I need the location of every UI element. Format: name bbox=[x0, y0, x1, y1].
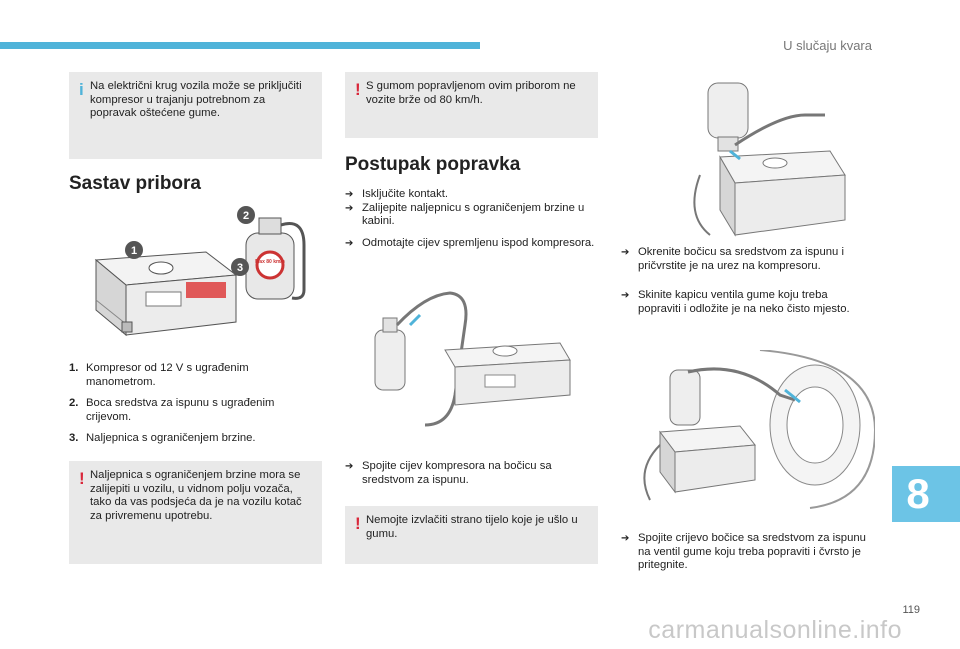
warning-icon: ! bbox=[355, 80, 361, 99]
info-note bbox=[69, 72, 322, 159]
chapter-number: 8 bbox=[906, 470, 930, 517]
info-icon: i bbox=[79, 80, 84, 99]
list-item: ➔ Odmotajte cijev spremljenu ispod kompresora. bbox=[345, 236, 595, 249]
tyre-valve-connection-illustration bbox=[630, 350, 875, 510]
bottle-mounting-illustration bbox=[680, 75, 860, 240]
list-item: ➔ Okrenite bočicu sa sredstvom za ispunu i pričvrstite je na urez na kompresoru. bbox=[621, 246, 844, 272]
warning-note-text: Naljepnica s ograničenjem brzine mora se zalijepiti u vozilu, u vidnom polju vozača, tako da vas podsjeća da je na vozilu kotač za privremenu upotrebu. bbox=[90, 469, 302, 522]
sealant-bottle-drawing bbox=[246, 218, 304, 299]
header-accent-bar bbox=[0, 42, 480, 49]
list-item: ➔ Skinite kapicu ventila gume koju treba popraviti i odložite je na neko čisto mjesto. bbox=[621, 289, 850, 315]
list-item: ➔ Spojite cijev kompresora na bočicu sa sredstvom za ispunu. bbox=[345, 460, 552, 486]
arrow-bullet-icon: ➔ bbox=[345, 461, 354, 472]
watermark: carmanualsonline.info bbox=[648, 616, 902, 644]
step-f bbox=[621, 532, 871, 581]
speed-warning bbox=[345, 72, 598, 138]
list-item: 2. Boca sredstva za ispunu s ugrađenim crijevom. bbox=[69, 397, 275, 423]
arrow-bullet-icon: ➔ bbox=[345, 189, 354, 200]
steps-a bbox=[345, 188, 595, 258]
svg-text:1: 1 bbox=[130, 245, 138, 257]
arrow-bullet-icon: ➔ bbox=[345, 237, 354, 249]
repair-procedure-heading: Postupak popravka bbox=[345, 154, 521, 175]
arrow-bullet-icon: ➔ bbox=[621, 290, 630, 302]
foreign-object-warning bbox=[345, 506, 598, 564]
compressor-drawing bbox=[96, 252, 236, 335]
foreign-object-warning-text: Nemojte izvlačiti strano tijelo koje je ušlo u gumu. bbox=[366, 514, 578, 540]
list-item: ➔ Isključite kontakt. bbox=[345, 188, 449, 200]
section-title: U slučaju kvara bbox=[783, 38, 872, 53]
arrow-bullet-icon: ➔ bbox=[621, 247, 630, 258]
arrow-bullet-icon: ➔ bbox=[621, 533, 630, 544]
arrow-bullet-icon: ➔ bbox=[345, 202, 354, 214]
list-item: 3. Naljepnica s ograničenjem brzine. bbox=[69, 432, 256, 445]
step-c bbox=[345, 460, 595, 495]
svg-text:3: 3 bbox=[236, 262, 244, 274]
speed-label-text: Max 80 km/h bbox=[255, 259, 285, 265]
hose-connection-illustration bbox=[365, 285, 575, 435]
warning-icon: ! bbox=[355, 514, 361, 533]
warning-note bbox=[69, 461, 322, 564]
svg-text:2: 2 bbox=[242, 210, 250, 222]
chapter-tab bbox=[892, 466, 960, 522]
list-item: ➔ Zalijepite naljepnicu s ograničenjem brzine u kabini. bbox=[345, 201, 585, 228]
info-note-text: Na električni krug vozila može se priključiti kompresor u trajanju potrebnom za popravak oštećene gume. bbox=[90, 80, 302, 119]
repair-kit-illustration bbox=[86, 200, 316, 340]
speed-warning-text: S gumom popravljenom ovim priborom ne vozite brže od 80 km/h. bbox=[366, 80, 576, 106]
parts-list bbox=[69, 362, 314, 454]
list-item: 1. Kompresor od 12 V s ugrađenim manometrom. bbox=[69, 362, 249, 388]
list-item: ➔ Spojite crijevo bočice sa sredstvom za ispunu na ventil gume koju treba popraviti i čvrsto je pritegnite. bbox=[621, 532, 866, 572]
warning-icon: ! bbox=[79, 469, 85, 488]
kit-contents-heading: Sastav pribora bbox=[69, 173, 201, 194]
page-number: 119 bbox=[902, 604, 920, 616]
steps-d-e bbox=[621, 246, 871, 324]
